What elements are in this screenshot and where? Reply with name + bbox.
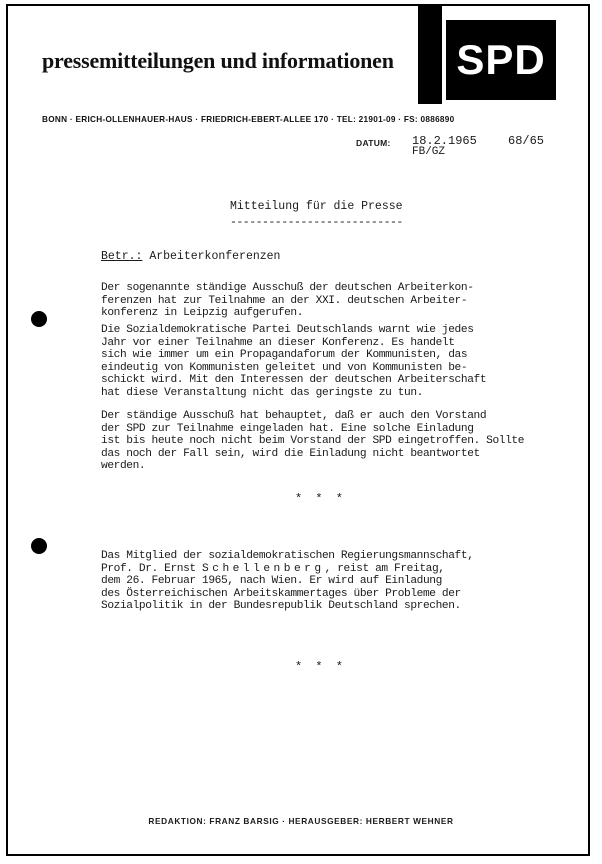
header-bar — [418, 4, 442, 104]
name-prefix: Prof. Dr. Ernst — [101, 562, 203, 575]
paragraph-line: ist bis heute noch nicht beim Vorstand der SPD eingetroffen. Sollte — [101, 435, 525, 448]
paragraph-line: Das Mitglied der sozialdemokratischen Regierungsmannschaft, — [101, 550, 474, 562]
paragraph-line: eindeutig von Kommunisten geleitet und von Kommunisten be- — [101, 361, 468, 374]
subject-text: Arbeiterkonferenzen — [149, 250, 281, 263]
reference-code: FB/GZ — [412, 146, 446, 158]
paragraph-line: Die Sozialdemokratische Partei Deutschlands warnt wie jedes — [101, 324, 474, 336]
datum-label: DATUM: — [356, 138, 391, 148]
paragraph-line: dem 26. Februar 1965, nach Wien. Er wird auf Einladung — [101, 575, 442, 588]
page-title: Mitteilung für die Presse — [230, 200, 403, 213]
paragraph-2 — [101, 324, 571, 400]
paragraph-line: konferenz in Leipzig aufgerufen. — [101, 307, 304, 320]
paragraph-line: Der sogenannte ständige Ausschuß der deutschen Arbeiterkon- — [101, 282, 474, 294]
date-value: 18.2.1965 — [412, 134, 477, 148]
footer-credits: REDAKTION: FRANZ BARSIG · HERAUSGEBER: HERBERT WEHNER — [148, 816, 454, 826]
punch-hole — [31, 311, 47, 327]
name-suffix: , reist am Freitag, — [324, 562, 445, 575]
paragraph-3 — [101, 410, 571, 473]
header-title: pressemitteilungen und informationen — [42, 48, 394, 73]
paragraph-line: Jahr vor einer Teilnahme an dieser Konferenz. Es handelt — [101, 336, 455, 349]
paragraph-4 — [101, 550, 571, 613]
subject-label: Betr.: — [101, 250, 143, 263]
paragraph-line: sich wie immer um ein Propagandaforum der Kommunisten, das — [101, 349, 468, 362]
paragraph-line: schickt wird. Mit den Interessen der deutschen Arbeiterschaft — [101, 374, 487, 387]
paragraph-1 — [101, 282, 571, 320]
punch-hole — [31, 538, 47, 554]
paragraph-line: Sozialpolitik in der Bundesrepublik Deutschland sprechen. — [101, 600, 461, 613]
paragraph-line: das noch der Fall sein, wird die Einladung nicht beantwortet — [101, 447, 480, 460]
address-line: BONN · ERICH-OLLENHAUER-HAUS · FRIEDRICH-EBERT-ALLEE 170 · TEL: 21901-09 · FS: 0886890 — [42, 115, 455, 124]
section-separator: * * * — [295, 492, 347, 506]
spd-logo: SPD — [446, 20, 556, 100]
paragraph-line — [101, 563, 571, 576]
paragraph-line: ferenzen hat zur Teilnahme an der XXI. deutschen Arbeiter- — [101, 294, 468, 307]
section-separator: * * * — [295, 660, 347, 674]
title-underline: --------------------------- — [230, 216, 403, 229]
paragraph-line: der SPD zur Teilnahme eingeladen hat. Eine solche Einladung — [101, 422, 474, 435]
paragraph-line: Der ständige Ausschuß hat behauptet, daß er auch den Vorstand — [101, 410, 487, 422]
subject-line — [101, 250, 280, 263]
document-number: 68/65 — [508, 134, 545, 148]
paragraph-line: hat diese Veranstaltung nicht das geringste zu tun. — [101, 386, 423, 399]
paragraph-line: des Österreichischen Arbeitskammertages über Probleme der — [101, 587, 461, 600]
paragraph-line: werden. — [101, 460, 146, 473]
person-name: Schellenberg — [202, 562, 325, 575]
